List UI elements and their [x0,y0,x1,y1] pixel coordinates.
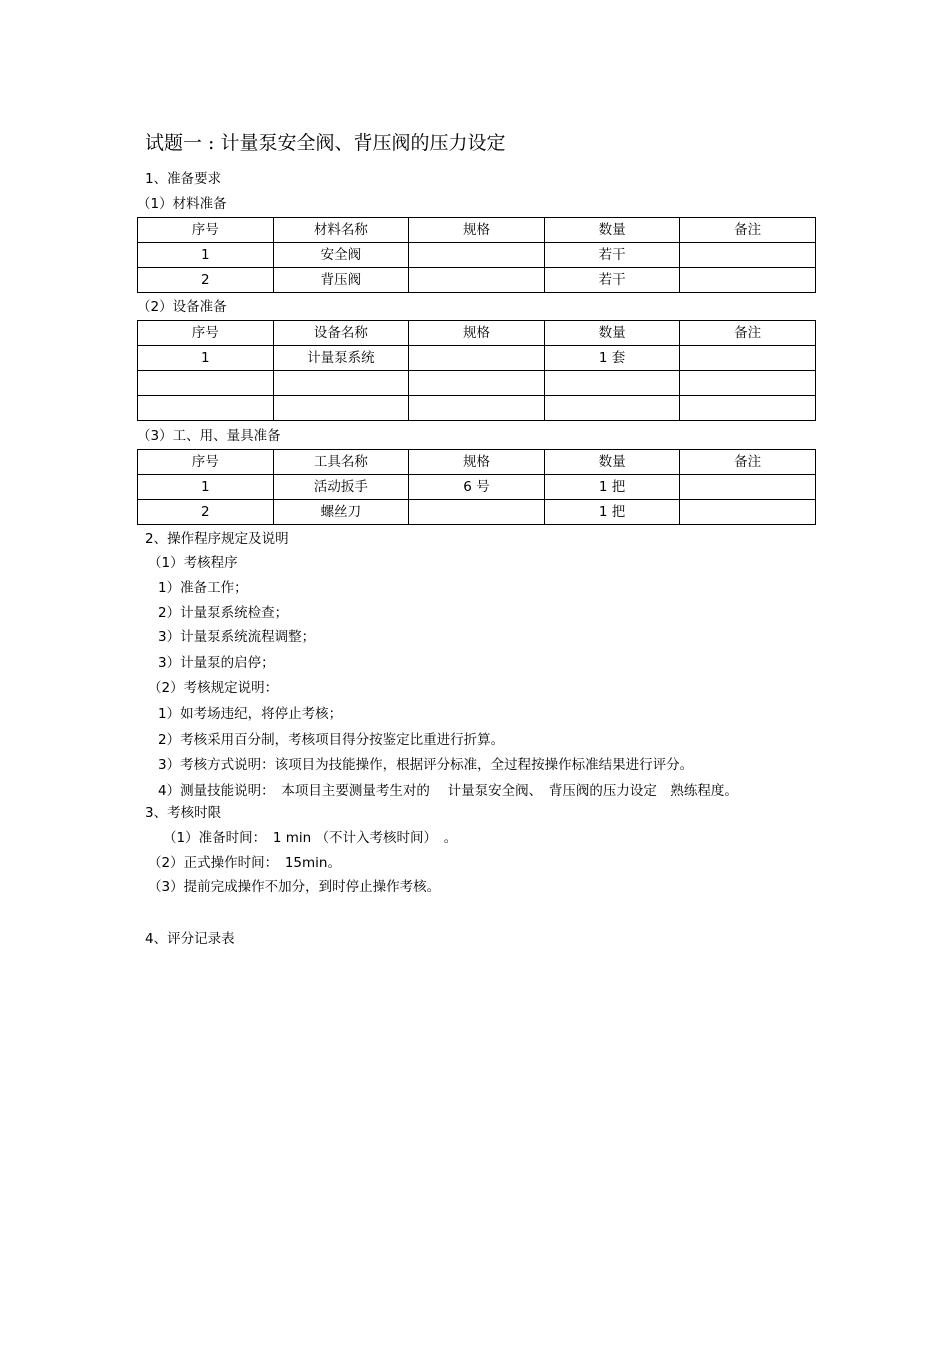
table-cell: 螺丝刀 [273,500,409,525]
table-cell: 1 把 [544,475,680,500]
tools-table [137,449,816,525]
list-item: 1）如考场违纪，将停止考核； [158,706,343,722]
table-cell [409,268,545,293]
list-item: （2）正式操作时间： 15min。 [148,855,341,871]
table-header-cell: 规格 [409,218,545,243]
table-cell [680,371,816,396]
table-header-cell: 备注 [680,450,816,475]
table-header-row [138,321,816,346]
table-cell: 活动扳手 [273,475,409,500]
table-cell [409,371,545,396]
table-cell: 1 [138,346,274,371]
list-item: （1）准备时间： 1 min （不计入考核时间） 。 [163,830,458,846]
table-header-cell: 材料名称 [273,218,409,243]
table-row [138,475,816,500]
table-cell [680,243,816,268]
table-header-cell: 数量 [544,218,680,243]
table-header-row [138,450,816,475]
table-header-cell: 工具名称 [273,450,409,475]
table-cell: 若干 [544,243,680,268]
equipment-table [137,320,816,421]
tools-caption: （3）工、用、量具准备 [137,428,281,444]
materials-caption: （1）材料准备 [137,196,227,212]
table-cell [409,243,545,268]
table-cell [138,396,274,421]
list-item: 3）计量泵的启停； [158,655,275,671]
list-item: 4）测量技能说明： 本项目主要测量考生对的 计量泵安全阀、 背压阀的压力设定 熟练程度。 [158,783,738,799]
table-cell: 1 [138,475,274,500]
table-header-cell: 规格 [409,321,545,346]
table-cell: 6 号 [409,475,545,500]
list-item: 3）计量泵系统流程调整； [158,629,316,645]
table-cell [544,371,680,396]
table-cell [680,346,816,371]
table-cell [680,475,816,500]
table-cell: 2 [138,268,274,293]
table-cell [409,346,545,371]
section-3-heading: 3、考核时限 [145,805,222,821]
table-header-cell: 备注 [680,218,816,243]
table-header-row [138,218,816,243]
section-2-heading: 2、操作程序规定及说明 [145,531,289,547]
list-item: （3）提前完成操作不加分，到时停止操作考核。 [148,879,441,895]
table-row [138,346,816,371]
table-header-cell: 序号 [138,218,274,243]
table-row [138,396,816,421]
table-cell: 计量泵系统 [273,346,409,371]
section-4-heading: 4、评分记录表 [145,931,235,947]
list-item: 3）考核方式说明：该项目为技能操作，根据评分标准，全过程按操作标准结果进行评分。 [158,757,694,773]
table-cell [680,500,816,525]
page-title: 试题一 : 计量泵安全阀、背压阀的压力设定 [145,132,506,154]
table-cell [409,500,545,525]
section-1-heading: 1、准备要求 [145,171,222,187]
table-cell [680,268,816,293]
list-item: 1）准备工作； [158,580,248,596]
table-header-cell: 序号 [138,450,274,475]
table-header-cell: 数量 [544,321,680,346]
table-cell: 1 [138,243,274,268]
table-cell [273,371,409,396]
assessment-rules-heading: （2）考核规定说明： [148,680,279,696]
table-header-cell: 规格 [409,450,545,475]
table-cell: 若干 [544,268,680,293]
table-cell: 1 套 [544,346,680,371]
table-row [138,268,816,293]
table-header-cell: 序号 [138,321,274,346]
equipment-caption: （2）设备准备 [137,299,227,315]
list-item: 2）考核采用百分制，考核项目得分按鉴定比重进行折算。 [158,732,505,748]
table-cell [544,396,680,421]
table-cell [409,396,545,421]
table-row [138,500,816,525]
table-cell [680,396,816,421]
table-cell: 背压阀 [273,268,409,293]
table-cell [273,396,409,421]
materials-table [137,217,816,293]
table-header-cell: 备注 [680,321,816,346]
table-cell: 2 [138,500,274,525]
table-row [138,371,816,396]
table-cell [138,371,274,396]
table-cell: 安全阀 [273,243,409,268]
table-cell: 1 把 [544,500,680,525]
table-header-cell: 设备名称 [273,321,409,346]
assessment-procedure-heading: （1）考核程序 [148,555,238,571]
list-item: 2）计量泵系统检查； [158,605,289,621]
table-header-cell: 数量 [544,450,680,475]
table-row [138,243,816,268]
